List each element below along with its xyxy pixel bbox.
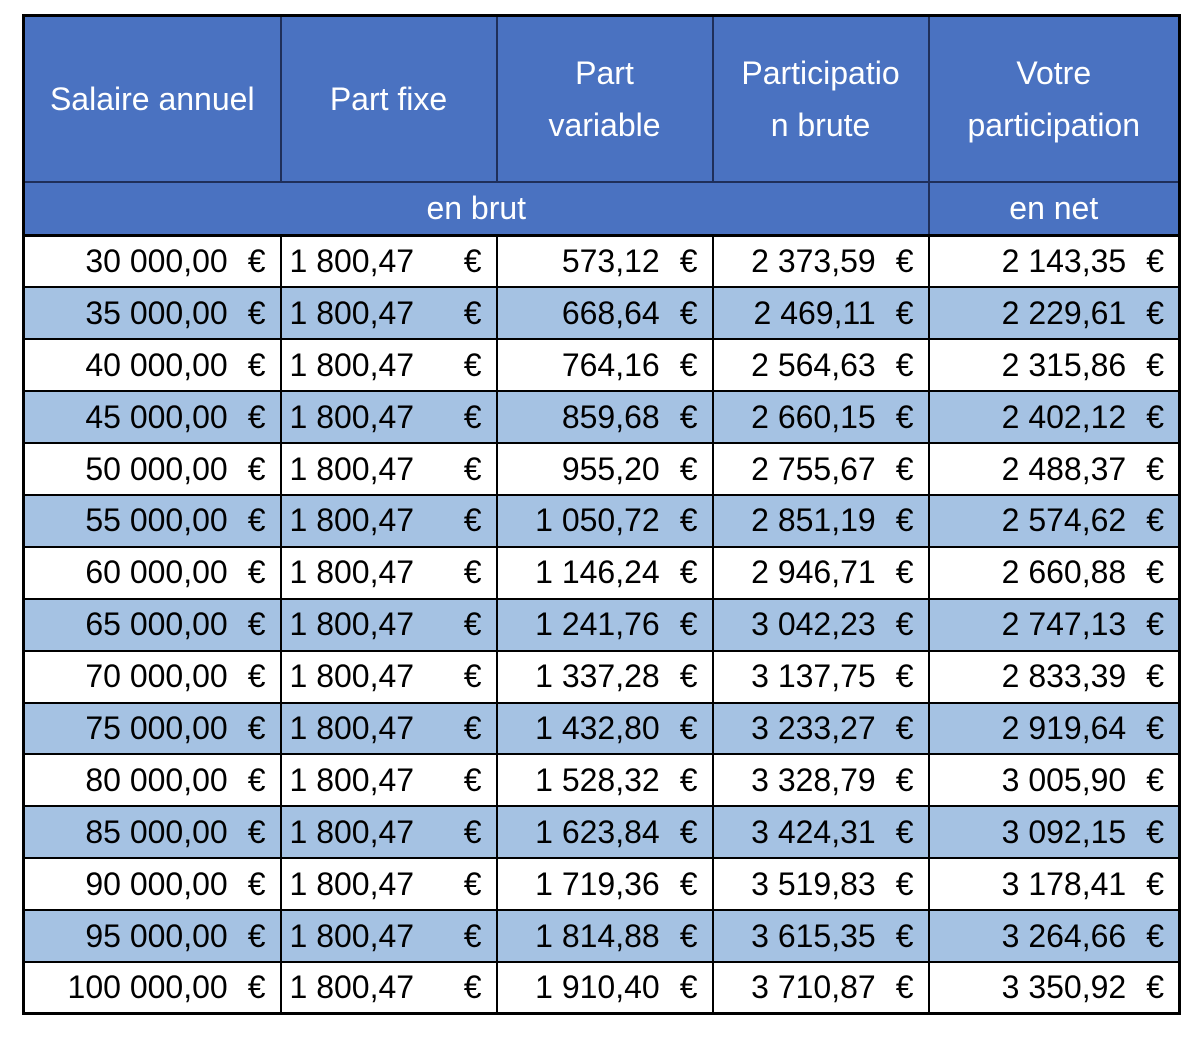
cell-value: 1 910,40 <box>535 969 660 1006</box>
cell-part-variable <box>497 858 713 910</box>
currency-symbol: € <box>679 450 698 487</box>
cell-part-variable <box>497 236 713 288</box>
cell-value: 2 851,19 <box>751 502 876 539</box>
cell-salaire-annuel <box>24 495 281 547</box>
cell-part-fixe <box>281 391 497 443</box>
cell-value: 2 574,62 <box>1001 502 1127 539</box>
cell-value: 1 432,80 <box>535 709 660 746</box>
header-part-fixe: Part fixe <box>281 16 497 182</box>
cell-value: 2 564,63 <box>751 346 876 383</box>
cell-salaire-annuel <box>24 391 281 443</box>
cell-value: 2 373,59 <box>751 243 876 280</box>
currency-symbol: € <box>895 243 914 280</box>
cell-salaire-annuel <box>24 287 281 339</box>
currency-symbol: € <box>247 398 266 435</box>
cell-value: 30 000,00 <box>85 243 228 280</box>
currency-symbol: € <box>679 761 698 798</box>
currency-symbol: € <box>1146 554 1164 591</box>
cell-salaire-annuel <box>24 806 281 858</box>
cell-part-variable <box>497 443 713 495</box>
cell-value: 85 000,00 <box>85 813 228 850</box>
cell-value: 1 800,47 <box>289 346 415 383</box>
currency-symbol: € <box>463 346 482 383</box>
currency-symbol: € <box>247 658 266 695</box>
cell-value: 1 800,47 <box>289 658 415 695</box>
currency-symbol: € <box>895 969 914 1006</box>
cell-value: 3 710,87 <box>751 969 876 1006</box>
table-row <box>24 858 1180 910</box>
cell-value: 1 800,47 <box>289 865 415 902</box>
cell-value: 1 814,88 <box>535 917 660 954</box>
currency-symbol: € <box>1146 398 1164 435</box>
currency-symbol: € <box>679 969 698 1006</box>
cell-votre-participation <box>929 391 1180 443</box>
currency-symbol: € <box>895 813 914 850</box>
currency-symbol: € <box>895 502 914 539</box>
currency-symbol: € <box>463 243 482 280</box>
cell-value: 1 800,47 <box>289 450 415 487</box>
cell-value: 2 143,35 <box>1001 243 1127 280</box>
cell-part-fixe <box>281 806 497 858</box>
currency-symbol: € <box>895 865 914 902</box>
currency-symbol: € <box>679 606 698 643</box>
cell-value: 3 233,27 <box>751 709 876 746</box>
cell-salaire-annuel <box>24 547 281 599</box>
cell-value: 1 719,36 <box>535 865 660 902</box>
table-row <box>24 599 1180 651</box>
currency-symbol: € <box>463 709 482 746</box>
currency-symbol: € <box>463 969 482 1006</box>
cell-value: 100 000,00 <box>67 969 228 1006</box>
subheader-en-net: en net <box>929 182 1180 236</box>
table-row <box>24 703 1180 755</box>
currency-symbol: € <box>463 813 482 850</box>
cell-value: 2 315,86 <box>1001 346 1127 383</box>
cell-votre-participation <box>929 547 1180 599</box>
currency-symbol: € <box>895 761 914 798</box>
cell-participation-brute <box>713 287 929 339</box>
cell-participation-brute <box>713 962 929 1014</box>
cell-part-variable <box>497 547 713 599</box>
currency-symbol: € <box>247 294 266 331</box>
currency-symbol: € <box>247 865 266 902</box>
cell-value: 80 000,00 <box>85 761 228 798</box>
cell-value: 90 000,00 <box>85 865 228 902</box>
cell-participation-brute <box>713 599 929 651</box>
cell-votre-participation <box>929 287 1180 339</box>
cell-participation-brute <box>713 443 929 495</box>
cell-part-variable <box>497 651 713 703</box>
cell-part-variable <box>497 339 713 391</box>
cell-salaire-annuel <box>24 858 281 910</box>
cell-value: 1 800,47 <box>289 294 415 331</box>
currency-symbol: € <box>679 865 698 902</box>
currency-symbol: € <box>1146 865 1164 902</box>
cell-value: 35 000,00 <box>85 294 228 331</box>
cell-value: 1 800,47 <box>289 813 415 850</box>
cell-part-variable <box>497 391 713 443</box>
header-participation-brute: Participatio n brute <box>713 16 929 182</box>
currency-symbol: € <box>247 450 266 487</box>
currency-symbol: € <box>247 606 266 643</box>
table-row <box>24 806 1180 858</box>
currency-symbol: € <box>679 502 698 539</box>
currency-symbol: € <box>679 658 698 695</box>
cell-salaire-annuel <box>24 910 281 962</box>
currency-symbol: € <box>1146 502 1164 539</box>
cell-part-fixe <box>281 910 497 962</box>
currency-symbol: € <box>1146 709 1164 746</box>
cell-salaire-annuel <box>24 339 281 391</box>
cell-salaire-annuel <box>24 443 281 495</box>
currency-symbol: € <box>1146 606 1164 643</box>
currency-symbol: € <box>679 709 698 746</box>
cell-participation-brute <box>713 339 929 391</box>
currency-symbol: € <box>1146 658 1164 695</box>
cell-value: 1 146,24 <box>535 554 660 591</box>
currency-symbol: € <box>463 658 482 695</box>
currency-symbol: € <box>895 554 914 591</box>
cell-value: 55 000,00 <box>85 502 228 539</box>
cell-value: 2 833,39 <box>1001 658 1127 695</box>
currency-symbol: € <box>679 346 698 383</box>
cell-votre-participation <box>929 339 1180 391</box>
cell-value: 2 747,13 <box>1001 606 1127 643</box>
cell-votre-participation <box>929 443 1180 495</box>
cell-salaire-annuel <box>24 703 281 755</box>
cell-value: 3 178,41 <box>1001 865 1127 902</box>
cell-value: 1 337,28 <box>535 658 660 695</box>
cell-value: 1 623,84 <box>535 813 660 850</box>
cell-value: 2 229,61 <box>1001 294 1127 331</box>
currency-symbol: € <box>679 398 698 435</box>
cell-participation-brute <box>713 651 929 703</box>
cell-value: 60 000,00 <box>85 554 228 591</box>
currency-symbol: € <box>679 294 698 331</box>
currency-symbol: € <box>679 917 698 954</box>
cell-salaire-annuel <box>24 962 281 1014</box>
currency-symbol: € <box>247 554 266 591</box>
currency-symbol: € <box>1146 294 1164 331</box>
cell-value: 2 755,67 <box>751 450 876 487</box>
cell-value: 3 005,90 <box>1001 761 1127 798</box>
currency-symbol: € <box>1146 450 1164 487</box>
cell-part-variable <box>497 599 713 651</box>
cell-part-variable <box>497 495 713 547</box>
cell-part-fixe <box>281 443 497 495</box>
currency-symbol: € <box>247 243 266 280</box>
currency-symbol: € <box>895 606 914 643</box>
cell-value: 955,20 <box>561 450 660 487</box>
cell-part-fixe <box>281 339 497 391</box>
cell-value: 2 488,37 <box>1001 450 1127 487</box>
cell-value: 1 800,47 <box>289 243 415 280</box>
cell-value: 95 000,00 <box>85 917 228 954</box>
cell-value: 2 919,64 <box>1001 709 1127 746</box>
cell-part-fixe <box>281 754 497 806</box>
cell-participation-brute <box>713 547 929 599</box>
cell-value: 1 800,47 <box>289 554 415 591</box>
currency-symbol: € <box>463 865 482 902</box>
cell-value: 3 092,15 <box>1001 813 1127 850</box>
cell-value: 1 800,47 <box>289 969 415 1006</box>
cell-part-variable <box>497 287 713 339</box>
cell-part-fixe <box>281 495 497 547</box>
cell-part-fixe <box>281 599 497 651</box>
currency-symbol: € <box>1146 813 1164 850</box>
cell-value: 1 241,76 <box>535 606 660 643</box>
currency-symbol: € <box>679 243 698 280</box>
header-row <box>24 16 1180 182</box>
cell-votre-participation <box>929 599 1180 651</box>
cell-salaire-annuel <box>24 236 281 288</box>
cell-participation-brute <box>713 806 929 858</box>
cell-value: 3 137,75 <box>751 658 876 695</box>
currency-symbol: € <box>895 709 914 746</box>
cell-part-variable <box>497 910 713 962</box>
cell-participation-brute <box>713 910 929 962</box>
cell-value: 75 000,00 <box>85 709 228 746</box>
currency-symbol: € <box>679 554 698 591</box>
currency-symbol: € <box>463 554 482 591</box>
table-row <box>24 495 1180 547</box>
cell-value: 3 264,66 <box>1001 917 1127 954</box>
cell-value: 859,68 <box>561 398 660 435</box>
cell-value: 3 042,23 <box>751 606 876 643</box>
cell-participation-brute <box>713 495 929 547</box>
cell-value: 3 424,31 <box>751 813 876 850</box>
cell-value: 50 000,00 <box>85 450 228 487</box>
cell-votre-participation <box>929 495 1180 547</box>
header-part-variable: Part variable <box>497 16 713 182</box>
currency-symbol: € <box>463 917 482 954</box>
table-row <box>24 339 1180 391</box>
cell-value: 3 519,83 <box>751 865 876 902</box>
currency-symbol: € <box>247 502 266 539</box>
cell-value: 1 800,47 <box>289 502 415 539</box>
table-row <box>24 651 1180 703</box>
cell-votre-participation <box>929 754 1180 806</box>
table-row <box>24 910 1180 962</box>
currency-symbol: € <box>247 969 266 1006</box>
currency-symbol: € <box>463 761 482 798</box>
cell-value: 2 469,11 <box>753 294 876 331</box>
currency-symbol: € <box>895 658 914 695</box>
cell-value: 70 000,00 <box>85 658 228 695</box>
cell-value: 40 000,00 <box>85 346 228 383</box>
currency-symbol: € <box>1146 243 1164 280</box>
cell-value: 1 528,32 <box>535 761 660 798</box>
currency-symbol: € <box>463 450 482 487</box>
currency-symbol: € <box>895 450 914 487</box>
currency-symbol: € <box>1146 969 1164 1006</box>
cell-value: 2 946,71 <box>751 554 876 591</box>
cell-part-variable <box>497 754 713 806</box>
cell-part-fixe <box>281 236 497 288</box>
table-body <box>24 236 1180 1014</box>
cell-value: 668,64 <box>561 294 660 331</box>
cell-value: 3 350,92 <box>1001 969 1127 1006</box>
cell-participation-brute <box>713 236 929 288</box>
currency-symbol: € <box>895 346 914 383</box>
currency-symbol: € <box>895 398 914 435</box>
table-row <box>24 547 1180 599</box>
currency-symbol: € <box>1146 346 1164 383</box>
currency-symbol: € <box>895 917 914 954</box>
cell-value: 3 615,35 <box>751 917 876 954</box>
cell-value: 1 800,47 <box>289 606 415 643</box>
cell-value: 65 000,00 <box>85 606 228 643</box>
cell-part-fixe <box>281 287 497 339</box>
cell-value: 764,16 <box>561 346 660 383</box>
cell-part-fixe <box>281 703 497 755</box>
participation-table <box>22 14 1181 1015</box>
table-row <box>24 391 1180 443</box>
cell-value: 45 000,00 <box>85 398 228 435</box>
subheader-row <box>24 182 1180 236</box>
cell-value: 1 800,47 <box>289 709 415 746</box>
currency-symbol: € <box>463 502 482 539</box>
cell-votre-participation <box>929 651 1180 703</box>
currency-symbol: € <box>247 709 266 746</box>
cell-participation-brute <box>713 703 929 755</box>
subheader-en-brut: en brut <box>24 182 929 236</box>
cell-value: 2 660,15 <box>751 398 876 435</box>
cell-part-variable <box>497 703 713 755</box>
cell-part-variable <box>497 962 713 1014</box>
currency-symbol: € <box>1146 761 1164 798</box>
cell-value: 1 800,47 <box>289 761 415 798</box>
table-row <box>24 962 1180 1014</box>
cell-value: 1 800,47 <box>289 398 415 435</box>
cell-votre-participation <box>929 236 1180 288</box>
cell-part-fixe <box>281 858 497 910</box>
table-row <box>24 287 1180 339</box>
cell-salaire-annuel <box>24 599 281 651</box>
cell-value: 573,12 <box>561 243 660 280</box>
currency-symbol: € <box>463 294 482 331</box>
currency-symbol: € <box>463 606 482 643</box>
cell-salaire-annuel <box>24 754 281 806</box>
cell-part-fixe <box>281 547 497 599</box>
cell-votre-participation <box>929 703 1180 755</box>
cell-value: 1 050,72 <box>535 502 660 539</box>
cell-participation-brute <box>713 754 929 806</box>
cell-part-fixe <box>281 962 497 1014</box>
cell-participation-brute <box>713 858 929 910</box>
currency-symbol: € <box>247 346 266 383</box>
cell-votre-participation <box>929 910 1180 962</box>
header-votre-participation: Votre participation <box>929 16 1180 182</box>
cell-part-fixe <box>281 651 497 703</box>
table-row <box>24 443 1180 495</box>
cell-participation-brute <box>713 391 929 443</box>
header-salaire-annuel: Salaire annuel <box>24 16 281 182</box>
cell-votre-participation <box>929 806 1180 858</box>
currency-symbol: € <box>679 813 698 850</box>
cell-value: 2 402,12 <box>1001 398 1127 435</box>
currency-symbol: € <box>1146 917 1164 954</box>
cell-value: 3 328,79 <box>751 761 876 798</box>
cell-value: 1 800,47 <box>289 917 415 954</box>
currency-symbol: € <box>247 813 266 850</box>
cell-value: 2 660,88 <box>1001 554 1127 591</box>
currency-symbol: € <box>247 761 266 798</box>
currency-symbol: € <box>463 398 482 435</box>
cell-part-variable <box>497 806 713 858</box>
cell-salaire-annuel <box>24 651 281 703</box>
table-row <box>24 754 1180 806</box>
table-row <box>24 236 1180 288</box>
currency-symbol: € <box>247 917 266 954</box>
cell-votre-participation <box>929 858 1180 910</box>
cell-votre-participation <box>929 962 1180 1014</box>
currency-symbol: € <box>895 294 914 331</box>
